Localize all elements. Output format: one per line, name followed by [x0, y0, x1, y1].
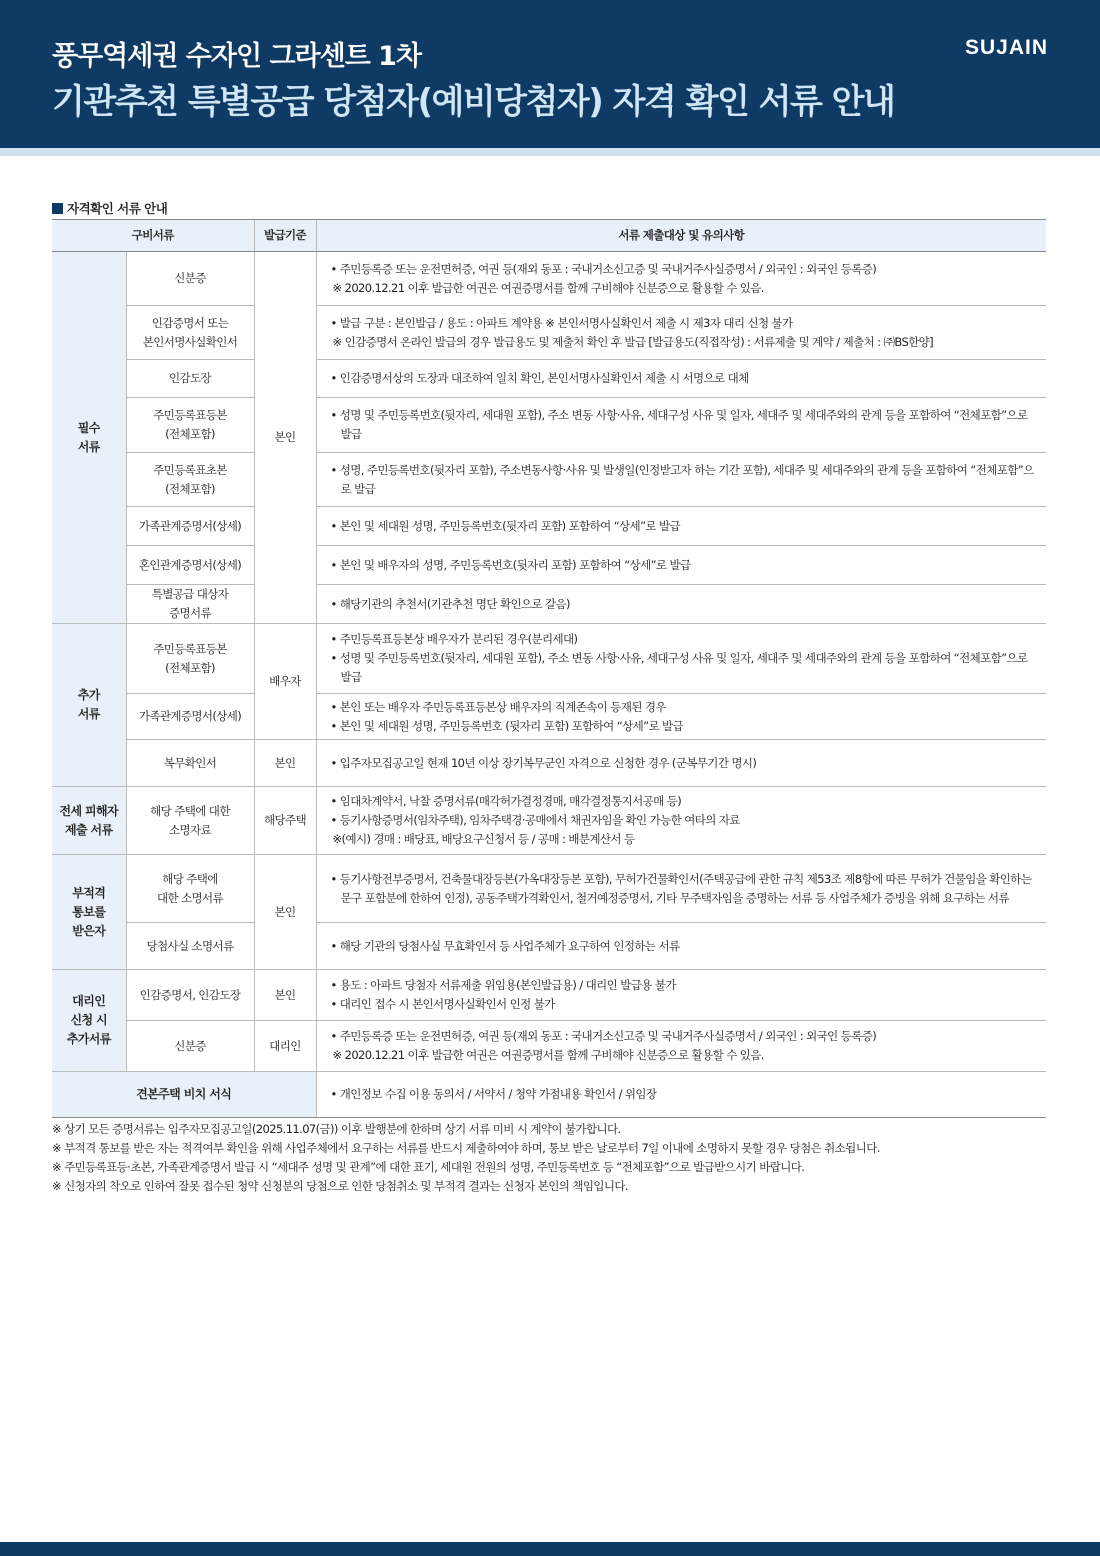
- doc-name: 신분증: [126, 252, 254, 306]
- header-accent-stripe: [0, 148, 1100, 156]
- doc-notes: • 해당 기관의 당첨사실 무효확인서 등 사업주체가 요구하여 인정하는 서류: [316, 923, 1046, 970]
- doc-notes: • 해당기관의 추천서(기관추천 명단 확인으로 갈음): [316, 585, 1046, 624]
- group-jeonse: 전세 피해자 제출 서류: [52, 787, 126, 855]
- header-notes: 서류 제출대상 및 유의사항: [316, 220, 1046, 252]
- group-model-house-forms: 견본주택 비치 서식: [52, 1072, 316, 1118]
- doc-name: 인감도장: [126, 360, 254, 398]
- group-proxy: 대리인 신청 시 추가서류: [52, 970, 126, 1072]
- doc-notes: • 주민등록표등본상 배우자가 분리된 경우(분리세대) • 성명 및 주민등록번호(뒷자리, 세대원 포함), 주소 변동 사항·사유, 세대구성 사유 및 일자, 세대주 및 세대주와의 관계 등을 포함하여 “전체포함”으로 발급: [316, 624, 1046, 694]
- sujain-logo: SUJAIN: [964, 36, 1048, 59]
- header-subtitle: 풍무역세권 수자인 그라센트 1차: [52, 41, 422, 72]
- table-row: [52, 398, 1046, 453]
- table-row: [52, 453, 1046, 507]
- footnote: ※ 신청자의 착오로 인하여 잘못 접수된 청약 신청분의 당첨으로 인한 당첨취소 및 부적격 결과는 신청자 본인의 책임입니다.: [52, 1179, 628, 1193]
- basis-self: 본인: [254, 855, 316, 970]
- table-row: [52, 787, 1046, 855]
- table-header-row: [52, 220, 1046, 252]
- basis-self: 본인: [254, 252, 316, 624]
- doc-name: 특별공급 대상자 증명서류: [126, 585, 254, 624]
- header-basis: 발급기준: [254, 220, 316, 252]
- doc-notes: • 성명 및 주민등록번호(뒷자리, 세대원 포함), 주소 변동 사항·사유, 세대구성 사유 및 일자, 세대주 및 세대주와의 관계 등을 포함하여 “전체포함”으로 발급: [316, 398, 1046, 453]
- doc-name: 주민등록표초본 (전체포함): [126, 453, 254, 507]
- page-title: 기관추천 특별공급 당첨자(예비당첨자) 자격 확인 서류 안내: [52, 82, 895, 122]
- group-additional: 추가 서류: [52, 624, 126, 787]
- doc-notes: • 개인정보 수집 이용 동의서 / 서약서 / 청약 가점내용 확인서 / 위임장: [316, 1072, 1046, 1118]
- footnote: ※ 상기 모든 증명서류는 입주자모집공고일(2025.11.07(금)) 이후 발행분에 한하며 상기 서류 미비 시 계약이 불가합니다.: [52, 1122, 621, 1136]
- doc-name: 해당 주택에 대한 소명자료: [126, 787, 254, 855]
- doc-notes: • 입주자모집공고일 현재 10년 이상 장기복무군인 자격으로 신청한 경우 (군복무기간 명시): [316, 740, 1046, 787]
- table-row: [52, 306, 1046, 360]
- doc-notes: • 발급 구분 : 본인발급 / 용도 : 아파트 계약용 ※ 본인서명사실확인서 제출 시 제3자 대리 신청 불가 ※ 인감증명서 온라인 발급의 경우 발급용도 및 제출처 확인 후 발급 [발급용도(직접작성) : 서류제출 및 계약 / 제출처 : ㈜BS한양]: [316, 306, 1046, 360]
- doc-notes: • 성명, 주민등록번호(뒷자리 포함), 주소변동사항·사유 및 발생일(인정받고자 하는 기간 포함), 세대주 및 세대주와의 관계 등을 포함하여 “전체포함”으로 발급: [316, 453, 1046, 507]
- doc-notes: • 본인 및 배우자의 성명, 주민등록번호(뒷자리 포함) 포함하여 “상세”로 발급: [316, 546, 1046, 585]
- page-header: [0, 0, 1100, 148]
- doc-notes: • 본인 및 세대원 성명, 주민등록번호(뒷자리 포함) 포함하여 “상세”로 발급: [316, 507, 1046, 546]
- documents-table: [52, 219, 1046, 1118]
- table-row: [52, 252, 1046, 306]
- basis-house: 해당주택: [254, 787, 316, 855]
- doc-name: 복무확인서: [126, 740, 254, 787]
- footer-bar: [0, 1542, 1100, 1556]
- doc-notes: • 등기사항전부증명서, 건축물대장등본(가옥대장등본 포함), 무허가건물확인서(주택공급에 관한 규칙 제53조 제8항에 따른 무허가 건물임을 확인하는 문구 포함분에 한하여 인정), 공동주택가격확인서, 철거예정증명서, 기타 무주택자임을 증명하는 서류 등 사업주체가 증빙을 위해 요구하는 서류: [316, 855, 1046, 923]
- table-row: [52, 360, 1046, 398]
- doc-name: 가족관계증명서(상세): [126, 694, 254, 740]
- doc-name: 인감증명서 또는 본인서명사실확인서: [126, 306, 254, 360]
- doc-name: 해당 주택에 대한 소명서류: [126, 855, 254, 923]
- square-bullet-icon: [52, 203, 63, 214]
- doc-name: 가족관계증명서(상세): [126, 507, 254, 546]
- section-title: [52, 199, 167, 217]
- basis-proxy: 대리인: [254, 1021, 316, 1072]
- doc-notes: • 임대차계약서, 낙찰 증명서류(매각허가결정경매, 매각결정통지서공매 등) • 등기사항증명서(임차주택), 임차주택경·공매에서 채권자임을 확인 가능한 여타의 자료 ※(예시) 경매 : 배당표, 배당요구신청서 등 / 공매 : 배분계산서 등: [316, 787, 1046, 855]
- doc-notes: • 인감증명서상의 도장과 대조하여 일치 확인, 본인서명사실확인서 제출 시 서명으로 대체: [316, 360, 1046, 398]
- doc-name: 인감증명서, 인감도장: [126, 970, 254, 1021]
- basis-spouse: 배우자: [254, 624, 316, 740]
- table-row: [52, 624, 1046, 694]
- table-row: [52, 1021, 1046, 1072]
- table-row: [52, 970, 1046, 1021]
- section-title-text: 자격확인 서류 안내: [67, 201, 168, 216]
- doc-notes: • 본인 또는 배우자 주민등록표등본상 배우자의 직계존속이 등재된 경우 • 본인 및 세대원 성명, 주민등록번호 (뒷자리 포함) 포함하여 “상세”로 발급: [316, 694, 1046, 740]
- group-required: 필수 서류: [52, 252, 126, 624]
- table-row: [52, 507, 1046, 546]
- table-row: [52, 585, 1046, 624]
- footnote: ※ 주민등록표등·초본, 가족관계증명서 발급 시 “세대주 성명 및 관계”에 대한 표기, 세대원 전원의 성명, 주민등록번호 등 “전체포함”으로 발급받으시기 바랍니다.: [52, 1160, 805, 1174]
- table-row: [52, 694, 1046, 740]
- table-row: [52, 855, 1046, 923]
- table-row: [52, 740, 1046, 787]
- doc-name: 신분증: [126, 1021, 254, 1072]
- basis-self: 본인: [254, 970, 316, 1021]
- table-row: [52, 1072, 1046, 1118]
- doc-name: 당첨사실 소명서류: [126, 923, 254, 970]
- group-ineligible: 부적격 통보를 받은자: [52, 855, 126, 970]
- header-documents: 구비서류: [52, 220, 254, 252]
- doc-notes: • 주민등록증 또는 운전면허증, 여권 등(재외 동포 : 국내거소신고증 및 국내거주사실증명서 / 외국인 : 외국인 등록증) ※ 2020.12.21 이후 발급한 여권은 여권증명서를 함께 구비해야 신분증으로 활용할 수 있음.: [316, 1021, 1046, 1072]
- doc-name: 주민등록표등본 (전체포함): [126, 624, 254, 694]
- doc-notes: • 주민등록증 또는 운전면허증, 여권 등(재외 동포 : 국내거소신고증 및 국내거주사실증명서 / 외국인 : 외국인 등록증) ※ 2020.12.21 이후 발급한 여권은 여권증명서를 함께 구비해야 신분증으로 활용할 수 있음.: [316, 252, 1046, 306]
- table-row: [52, 923, 1046, 970]
- basis-self: 본인: [254, 740, 316, 787]
- doc-notes: • 용도 : 아파트 당첨자 서류제출 위임용(본인발급용) / 대리인 발급용 불가 • 대리인 접수 시 본인서명사실확인서 인정 불가: [316, 970, 1046, 1021]
- doc-name: 혼인관계증명서(상세): [126, 546, 254, 585]
- table-row: [52, 546, 1046, 585]
- footnotes: [52, 1120, 1052, 1196]
- footnote: ※ 부적격 통보를 받은 자는 적격여부 확인을 위해 사업주체에서 요구하는 서류를 반드시 제출하여야 하며, 통보 받은 날로부터 7일 이내에 소명하지 못할 경우 당첨은 취소됩니다.: [52, 1141, 880, 1155]
- doc-name: 주민등록표등본 (전체포함): [126, 398, 254, 453]
